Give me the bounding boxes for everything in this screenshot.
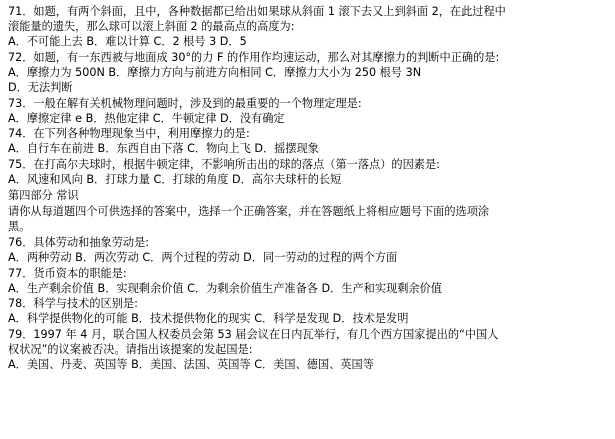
question-line: 71．如题，有两个斜面，且中，各种数据都已给出如果球从斜面 1 滚下去又上到斜面 2，在此过程中 — [8, 5, 506, 18]
question-block — [8, 266, 607, 296]
question-line: 73．一般在解有关机械物理问题时，涉及到的最重要的一个物理定理是: — [8, 96, 362, 110]
question-block — [8, 126, 607, 156]
question-line: A．生产剩余价值 B．实现剩余价值 C．为剩余价值生产准备各 D．生产和实现剩余价值 — [8, 281, 442, 295]
question-line: A．风速和风向 B．打球力量 C．打球的角度 D．高尔夫球杆的长短 — [8, 173, 342, 187]
question-line: A．两种劳动 B．两次劳动 C．两个过程的劳动 D．同一劳动的过程的两个方面 — [8, 250, 398, 264]
question-line: D．无法判断 — [8, 80, 73, 94]
question-line: 74．在下列各种物理现象当中，利用摩擦力的是: — [8, 127, 250, 141]
question-block — [8, 50, 607, 95]
question-line: 79．1997 年 4 月，联合国人权委员会第 53 届会议在日内瓦举行，有几个西方国家提出的“中国人 — [8, 327, 499, 341]
question-line: 75．在打高尔夫球时，根据牛顿定律，不影响所击出的球的落点（第一落点）的因素是: — [8, 157, 440, 171]
question-block — [8, 327, 607, 372]
question-block — [8, 235, 607, 265]
instructions-line: 黑。 — [8, 220, 31, 234]
question-block — [8, 96, 607, 126]
section-instructions-block — [8, 204, 607, 235]
section-title: 第四部分 常识 — [8, 188, 79, 202]
question-line: A．摩擦定律 e B．热他定律 C．牛顿定律 D．没有确定 — [8, 111, 285, 125]
question-line: 权状况”的议案被否决。请指出该提案的发起国是: — [8, 342, 253, 356]
question-line: 77．货币资本的职能是: — [8, 266, 127, 280]
question-block — [8, 157, 607, 187]
question-line: A．不可能上去 B．难以计算 C．2 根号 3 D．5 — [8, 35, 247, 49]
question-line: 72．如题，有一东西被与地面成 30°的力 F 的作用作均速运动，那么对其摩擦力的判断中正确的是: — [8, 50, 500, 64]
question-line: 76．具体劳动和抽象劳动是: — [8, 235, 150, 249]
question-line: A．美国、丹麦、英国等 B．美国、法国、英国等 C．美国、德国、英国等 — [8, 358, 374, 372]
question-line: A．摩擦力为 500N B．摩擦力方向与前进方向相同 C．摩擦力大小为 250 根号 3N — [8, 65, 422, 79]
instructions-line: 请你从每道题四个可供选择的答案中，选择一个正确答案，并在答题纸上将相应题号下面的选项涂 — [8, 204, 490, 218]
question-block — [8, 4, 607, 49]
section-heading-block — [8, 188, 607, 204]
question-line: A．科学提供物化的可能 B．技术提供物化的现实 C．科学是发现 D．技术是发明 — [8, 312, 409, 326]
question-line: A．自行车在前进 B．东西自由下落 C．物向上飞 D．摇摆现象 — [8, 142, 319, 156]
question-line: 滚能量的遗失，那么球可以滚上斜面 2 的最高点的高度为: — [8, 20, 295, 34]
question-line: 78．科学与技术的区别是: — [8, 297, 138, 311]
question-block — [8, 296, 607, 326]
